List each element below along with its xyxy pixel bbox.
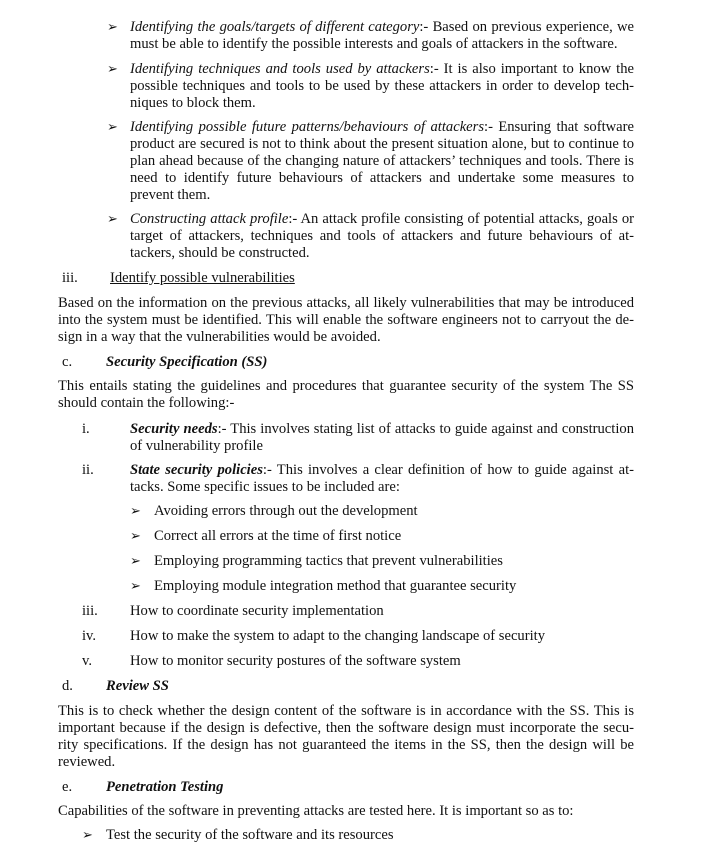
item-sep: :-: [262, 462, 272, 478]
bullet-title: Identifying techniques and tools used by attackers: [130, 61, 430, 77]
section-letter: c.: [62, 354, 73, 370]
paragraph: This entails stating the guidelines and procedures that guarantee security of the system The SS should contain the following:-: [58, 378, 634, 411]
bullet-sep: :-: [429, 61, 439, 77]
bullet-sep: :-: [419, 19, 429, 35]
section-heading: Security Specification (SS): [106, 354, 268, 370]
paragraph: This is to check whether the design content of the software is in accordance with the SS. This is important because if the design is defective, then the software design must incorporate the secu-rity specifications. If the design has not guaranteed the items in the SS, then the design will be reviewed.: [58, 703, 634, 770]
bullet-text: Correct all errors at the time of first notice: [154, 528, 402, 544]
arrow-bullet-icon: ➢: [130, 578, 141, 593]
bullet-text: Avoiding errors through out the development: [154, 503, 418, 519]
arrow-bullet-icon: ➢: [107, 211, 118, 226]
list-item-text: How to make the system to adapt to the changing landscape of security: [130, 628, 545, 644]
bullet-body: It is also important to know the possible techniques and tools to be used by these attackers in order to develop tech-niques to block them.: [130, 61, 634, 111]
arrow-bullet-icon: ➢: [82, 827, 93, 842]
arrow-bullet-icon: ➢: [130, 503, 141, 518]
bullet-item: [130, 119, 634, 204]
list-number: i.: [82, 421, 90, 437]
paragraph: Based on the information on the previous attacks, all likely vulnerabilities that may be introduced into the system must be identified. This will enable the software engineers not to carryout the de-sign in a way that the vulnerabilities would be avoided.: [58, 295, 634, 345]
list-item-text: How to coordinate security implementation: [130, 603, 384, 619]
arrow-bullet-icon: ➢: [130, 553, 141, 568]
list-item-text: How to monitor security postures of the software system: [130, 653, 461, 669]
bullet-title: Identifying the goals/targets of different category: [130, 19, 420, 35]
section-letter: e.: [62, 779, 73, 795]
item-title: State security policies: [130, 462, 263, 478]
section-letter: d.: [62, 678, 73, 694]
bullet-body: Based on previous experience, we must be able to identify the possible interests and goals of attackers in the software.: [130, 19, 634, 52]
bullet-text: Test the security of the software and its resources: [106, 827, 394, 843]
bullet-text: Employing module integration method that guarantee security: [154, 578, 517, 594]
item-body: This involves stating list of attacks to guide against and construction of vulnerability profile: [130, 421, 634, 454]
arrow-bullet-icon: ➢: [107, 61, 118, 76]
item-title: Security needs: [130, 421, 218, 437]
bullet-item: [130, 19, 634, 53]
arrow-bullet-icon: ➢: [107, 19, 118, 34]
section-heading: Review SS: [106, 678, 169, 694]
list-item: [130, 462, 634, 496]
bullet-title: Constructing attack profile: [130, 211, 289, 227]
list-number: iv.: [82, 628, 97, 644]
section-heading: Penetration Testing: [106, 779, 224, 795]
arrow-bullet-icon: ➢: [107, 119, 118, 134]
bullet-title: Identifying possible future patterns/behaviours of attackers: [130, 119, 485, 135]
subsection-heading: Identify possible vulnerabilities: [110, 270, 295, 286]
bullet-sep: :-: [288, 211, 298, 227]
list-number: v.: [82, 653, 92, 669]
list-number: iii.: [82, 603, 98, 619]
list-number: ii.: [82, 462, 94, 478]
bullet-text: Employing programming tactics that prevent vulnerabilities: [154, 553, 503, 569]
bullet-item: [130, 61, 634, 112]
item-sep: :-: [217, 421, 227, 437]
item-body: This involves a clear definition of how to guide against at-tacks. Some specific issues to be included are:: [130, 462, 634, 495]
bullet-sep: :-: [484, 119, 493, 135]
bullet-item: [130, 211, 634, 262]
list-number: iii.: [62, 270, 78, 286]
bullet-body: Ensuring that software product are secured is not to think about the present situation alone, but to continue to plan ahead because of the changing nature of attackers’ techniques and tools. There is need to identify future behaviours of attackers and undertake some measures to prevent them.: [130, 119, 634, 203]
list-item: [130, 421, 634, 455]
arrow-bullet-icon: ➢: [130, 528, 141, 543]
bullet-body: An attack profile consisting of potential attacks, goals or target of attackers, techniques and tools of attackers and future behaviours of at-tackers, should be constructed.: [130, 211, 634, 261]
paragraph: Capabilities of the software in preventing attacks are tested here. It is important so as to:: [58, 803, 574, 819]
